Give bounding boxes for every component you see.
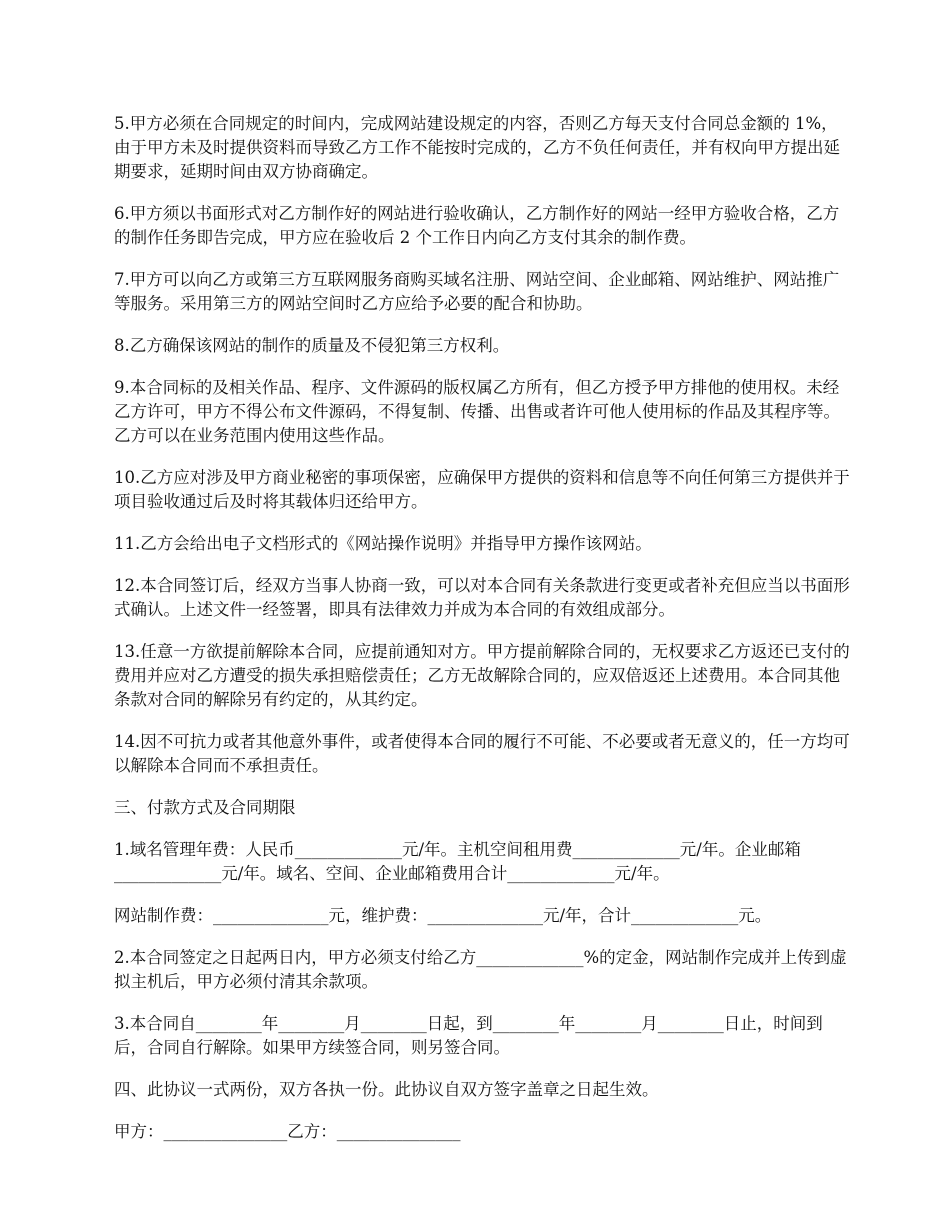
section-heading-payment: 三、付款方式及合同期限 [114, 798, 296, 817]
clause-5: 5.甲方必须在合同规定的时间内，完成网站建设规定的内容，否则乙方每天支付合同总金额的 1%，由于甲方未及时提供资料而导致乙方工作不能按时完成的，乙方不负任何责任，并有权向甲方提出延期要求，延期时间由双方协商确定。 [114, 114, 840, 181]
clause-12: 12.本合同签订后，经双方当事人协商一致，可以对本合同有关条款进行变更或者补充但应当以书面形式确认。上述文件一经签署，即具有法律效力并成为本合同的有效组成部分。 [114, 576, 850, 619]
payment-item-2: 2.本合同签定之日起两日内，甲方必须支付给乙方_____________%的定金，网站制作完成并上传到虚拟主机后，甲方必须付清其余款项。 [114, 948, 847, 991]
clause-13: 13.任意一方欲提前解除本合同，应提前通知对方。甲方提前解除合同的，无权要求乙方返还已支付的费用并应对乙方遭受的损失承担赔偿责任；乙方无故解除合同的，应双倍返还上述费用。本合同其他条款对合同的解除另有约定的，从其约定。 [114, 642, 850, 709]
clause-14: 14.因不可抗力或者其他意外事件，或者使得本合同的履行不可能、不必要或者无意义的，任一方均可以解除本合同而不承担责任。 [114, 732, 850, 775]
clause-10: 10.乙方应对涉及甲方商业秘密的事项保密，应确保甲方提供的资料和信息等不向任何第三方提供并于项目验收通过后及时将其载体归还给甲方。 [114, 468, 850, 511]
clause-11: 11.乙方会给出电子文档形式的《网站操作说明》并指导甲方操作该网站。 [114, 534, 652, 553]
clause-8: 8.乙方确保该网站的制作的质量及不侵犯第三方权利。 [114, 336, 510, 355]
payment-item-3: 3.本合同自________年________月________日起，到________年________月________日止，时间到后，合同自行解除。如果甲方续签合同，则另签合同。 [114, 1014, 823, 1057]
clause-6: 6.甲方须以书面形式对乙方制作好的网站进行验收确认，乙方制作好的网站一经甲方验收合格，乙方的制作任务即告完成，甲方应在验收后 2 个工作日内向乙方支付其余的制作费。 [114, 204, 840, 247]
payment-item-1: 1.域名管理年费：人民币_____________元/年。主机空间租用费_____________元/年。企业邮箱_____________元/年。域名、空间、企业邮箱费用合计_____________元/年。 [114, 840, 801, 883]
website-fee-line: 网站制作费：______________元，维护费：______________元/年，合计_____________元。 [114, 906, 772, 925]
clause-7: 7.甲方可以向乙方或第三方互联网服务商购买域名注册、网站空间、企业邮箱、网站维护、网站推广等服务。采用第三方的网站空间时乙方应给予必要的配合和协助。 [114, 270, 840, 313]
clause-9: 9.本合同标的及相关作品、程序、文件源码的版权属乙方所有，但乙方授予甲方排他的使用权。未经乙方许可，甲方不得公布文件源码，不得复制、传播、出售或者许可他人使用标的作品及其程序等。乙方可以在业务范围内使用这些作品。 [114, 378, 840, 445]
section-heading-effective: 四、此协议一式两份，双方各执一份。此协议自双方签字盖章之日起生效。 [114, 1080, 659, 1099]
signature-line: 甲方：_______________乙方：_______________ [114, 1122, 461, 1141]
